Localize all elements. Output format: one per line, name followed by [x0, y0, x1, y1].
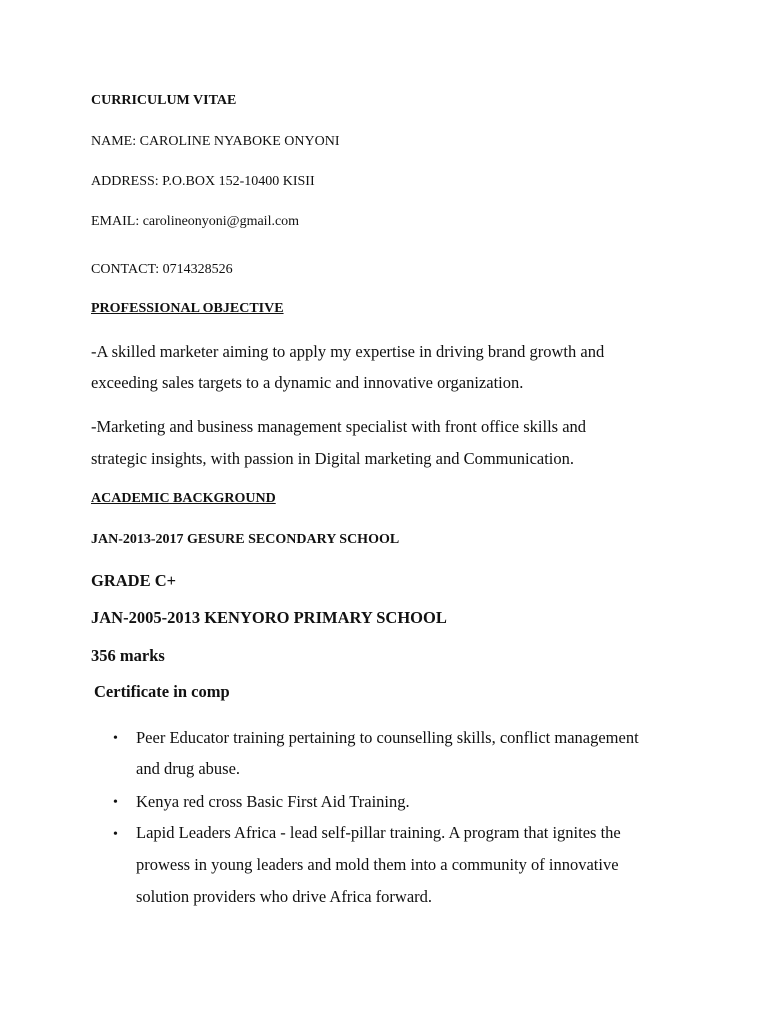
certificate-entry: Certificate in comp [94, 682, 230, 701]
bullet-marker: • [113, 795, 118, 810]
primary-marks: 356 marks [91, 646, 165, 665]
bullet-marker: • [113, 731, 118, 746]
objective-paragraph-2-line-1: -Marketing and business management specialist with front office skills and [91, 417, 587, 436]
email-line: EMAIL: carolineonyoni@gmail.com [91, 214, 300, 229]
name-line: NAME: CAROLINE NYABOKE ONYONI [91, 134, 340, 149]
document-title: CURRICULUM VITAE [91, 93, 237, 108]
address-line: ADDRESS: P.O.BOX 152-10400 KISII [91, 174, 315, 189]
academic-heading: ACADEMIC BACKGROUND [91, 491, 276, 506]
bullet-marker: • [113, 827, 118, 842]
objective-paragraph-2-line-2: strategic insights, with passion in Digital marketing and Communication. [91, 449, 575, 468]
objective-paragraph-1-line-2: exceeding sales targets to a dynamic and innovative organization. [91, 373, 524, 392]
primary-school-entry: JAN-2005-2013 KENYORO PRIMARY SCHOOL [91, 608, 447, 627]
list-item-line: prowess in young leaders and mold them into a community of innovative [136, 855, 619, 874]
contact-line: CONTACT: 0714328526 [91, 262, 233, 277]
list-item-line: Kenya red cross Basic First Aid Training. [136, 792, 410, 811]
list-item-line: Lapid Leaders Africa - lead self-pillar training. A program that ignites the [136, 823, 621, 842]
secondary-school-entry: JAN-2013-2017 GESURE SECONDARY SCHOOL [91, 532, 400, 547]
list-item-line: solution providers who drive Africa forward. [136, 887, 433, 906]
secondary-grade: GRADE C+ [91, 571, 177, 590]
list-item-line: Peer Educator training pertaining to counselling skills, conflict management [136, 728, 639, 747]
objective-heading: PROFESSIONAL OBJECTIVE [91, 301, 284, 316]
list-item-line: and drug abuse. [136, 759, 241, 778]
objective-paragraph-1-line-1: -A skilled marketer aiming to apply my expertise in driving brand growth and [91, 342, 605, 361]
